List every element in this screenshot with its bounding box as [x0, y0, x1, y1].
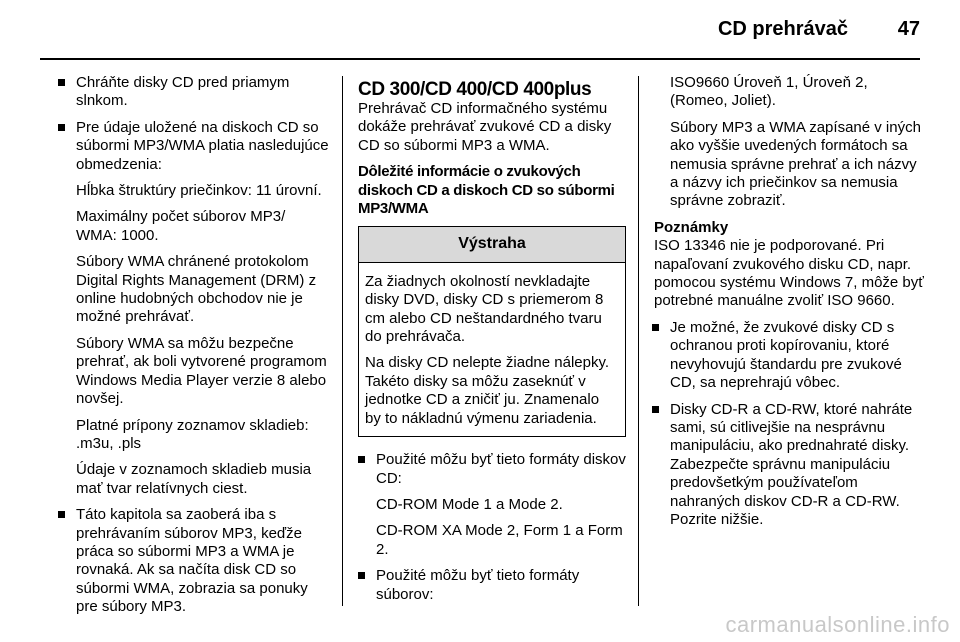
warning-paragraph: Na disky CD nelepte žiadne nálepky. Takéto disky sa môžu zaseknúť v jednotke CD a zničiť ju. Znamenalo by to nákladnú výmenu zariadenia. — [365, 354, 610, 427]
bullet-item: Chráňte disky CD pred priamym slnkom. — [58, 74, 330, 111]
sub-paragraph: Platné prípony zoznamov skladieb: .m3u, .pls — [76, 416, 309, 452]
warning-title: Výstraha — [359, 227, 625, 262]
sub-paragraph: Hĺbka štruktúry priečinkov: 11 úrovní. — [76, 182, 322, 200]
page-header — [0, 0, 960, 62]
bullet-item: Táto kapitola sa zaoberá iba s prehrávaním súborov MP3, keďže práca so súbormi MP3 a WMA je rovnaká. Ak sa načíta disk CD so súbormi WMA, zobrazia sa ponuky pre súbory MP3. — [58, 506, 330, 616]
bullet-item: Je možné, že zvukové disky CD s ochranou proti kopírovaniu, ktoré nevyhovujú štandardu pre zvukové CD, sa neprehrajú vôbec. — [652, 319, 924, 393]
bullet-item: Použité môžu byť tieto formáty súborov: — [358, 567, 626, 604]
warning-paragraph: Za žiadnych okolností nevkladajte disky DVD, disky CD s priemerom 8 cm alebo CD neštandardného tvaru do prehrávača. — [365, 272, 604, 346]
column-middle — [358, 80, 626, 612]
sub-paragraph: Súbory WMA chránené protokolom Digital Rights Management (DRM) z online hudobných obchodov nie je možné prehrávať. — [76, 253, 317, 326]
sub-paragraph: Maximálny počet súborov MP3/ WMA: 1000. — [76, 208, 286, 244]
column-right — [652, 74, 924, 537]
sub-paragraph: CD-ROM Mode 1 a Mode 2. — [376, 495, 563, 513]
warning-box — [358, 226, 626, 437]
page-number: 47 — [897, 18, 920, 40]
bullet-item: Pre údaje uložené na diskoch CD so súbormi MP3/WMA platia nasledujúce obmedzenia: — [58, 119, 330, 174]
sub-paragraph: CD-ROM XA Mode 2, Form 1 a Form 2. — [376, 522, 623, 558]
column-left — [58, 74, 330, 625]
sub-paragraph: Súbory MP3 a WMA zapísané v iných ako vyššie uvedených formátoch sa nemusia správne prehrať a ich názvy a názvy ich priečinkov sa nemusia správne zobraziť. — [670, 118, 921, 210]
section-title: CD 300/CD 400/CD 400plus — [358, 79, 592, 100]
column-divider-2 — [638, 76, 639, 606]
bullet-item: Použité môžu byť tieto formáty diskov CD: — [358, 451, 626, 488]
subsection-heading: Dôležité informácie o zvukových diskoch CD a diskoch CD so súbormi MP3/WMA — [358, 163, 615, 218]
column-divider-1 — [342, 76, 343, 606]
watermark: carmanualsonline.info — [725, 612, 950, 637]
header-divider — [40, 58, 920, 60]
intro-paragraph: Prehrávač CD informačného systému dokáže prehrávať zvukové CD a disky CD so súbormi MP3 a WMA. — [358, 100, 612, 154]
sub-paragraph: ISO9660 Úroveň 1, Úroveň 2, (Romeo, Joliet). — [670, 74, 868, 110]
bullet-item: Disky CD-R a CD-RW, ktoré nahráte sami, sú citlivejšie na nesprávnu manipuláciu, ako prednahraté disky. Zabezpečte správnu manipuláciu predovšetkým používateľom nahraných diskov CD-R a CD-RW. Pozrite nižšie. — [652, 401, 924, 530]
notes-title: Poznámky — [654, 218, 729, 236]
notes-body: ISO 13346 nie je podporované. Pri napaľovaní zvukového disku CD, napr. pomocou systému Windows 7, môže byť potrebné manuálne zvoliť ISO 9660. — [654, 237, 924, 310]
sub-paragraph: Súbory WMA sa môžu bezpečne prehrať, ak boli vytvorené programom Windows Media Player verzie 8 alebo novšej. — [76, 334, 327, 408]
sub-paragraph: Údaje v zoznamoch skladieb musia mať tvar relatívnych ciest. — [76, 461, 312, 497]
page-title: CD prehrávač — [717, 18, 848, 40]
warning-body — [359, 263, 625, 436]
